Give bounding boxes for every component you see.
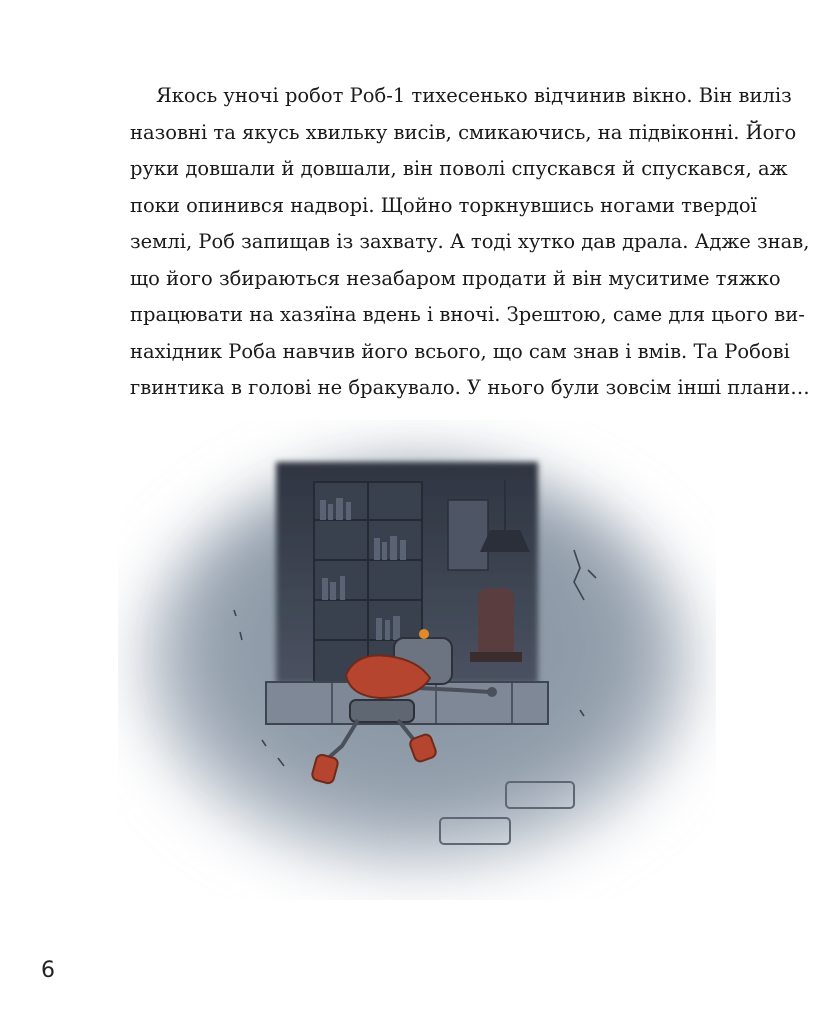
antenna-light xyxy=(419,629,429,639)
paragraph-line: що його збираються незабаром продати й він муситиме тяжко xyxy=(130,266,781,290)
paragraph-line: землі, Роб запищав із захвату. А тоді хутко дав драла. Адже знав, xyxy=(130,230,810,253)
paragraph-line: нахідник Роба навчив його всього, що сам знав і вмів. Та Робові xyxy=(130,339,790,363)
paragraph-line: руки довшали й довшали, він поволі спускався й спускався, аж xyxy=(130,157,788,180)
paragraph-line: назовні та якусь хвильку висів, смикаючись, на підвіконні. Його xyxy=(130,120,797,144)
paragraph-line: поки опинився надворі. Щойно торкнувшись ногами твердої xyxy=(130,193,757,217)
paragraph-line: Якось уночі робот Роб-1 тихесенько відчинив вікно. Він виліз xyxy=(156,84,792,107)
robot-window-illustration xyxy=(118,420,716,900)
paragraph-line: працювати на хазяїна вдень і вночі. Зрештою, саме для цього ви- xyxy=(130,303,805,326)
wall-poster xyxy=(448,500,488,570)
story-paragraph xyxy=(130,78,810,407)
paragraph-line: гвинтика в голові не бракувало. У нього були зовсім інші плани… xyxy=(130,376,810,399)
page-number: 6 xyxy=(41,958,55,983)
